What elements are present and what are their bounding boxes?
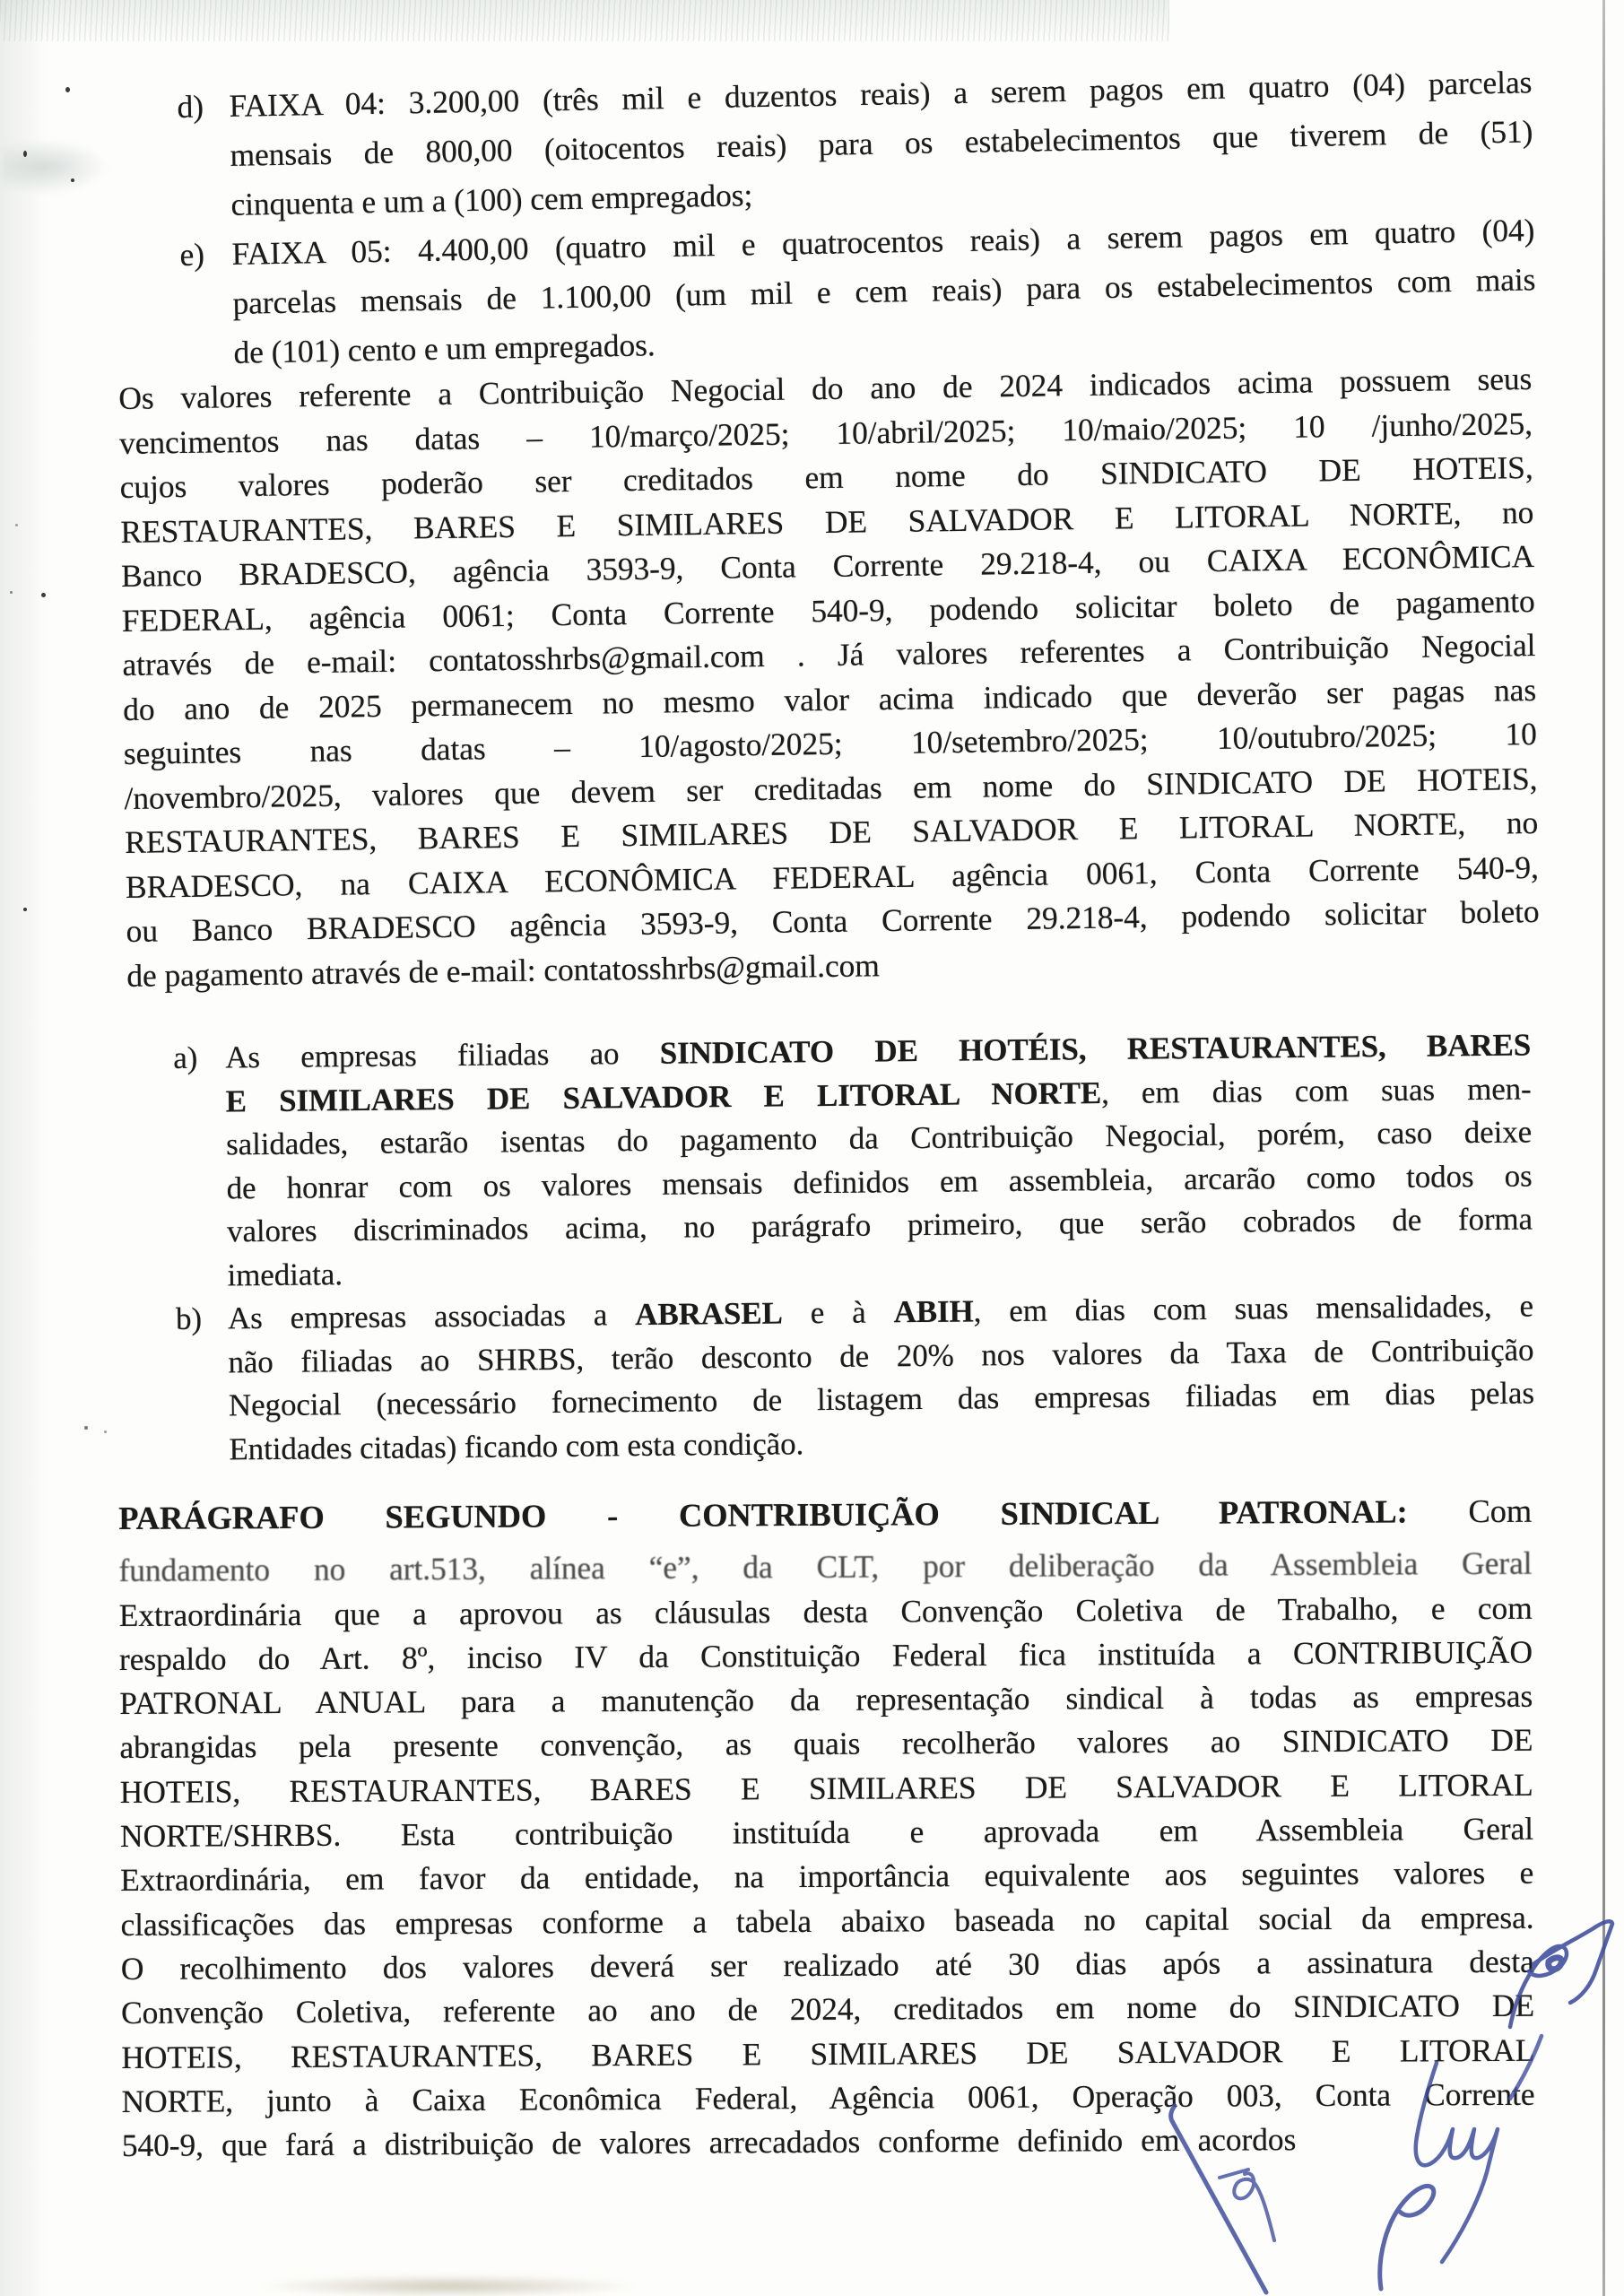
text-segment: de honrar com os valores mensais definidos em assembleia, arcarão como todos os (226, 1157, 1533, 1205)
text-segment: abrangidas pela presente convenção, as quais recolherão valores ao SINDICATO DE (119, 1722, 1533, 1766)
text-segment: O recolhimento dos valores deverá ser realizado até 30 dias após a assinatura desta (120, 1943, 1534, 1987)
text-segment: As empresas filiadas ao (225, 1035, 660, 1075)
text-line (118, 1542, 1532, 1594)
text-segment: BRADESCO, na CAIXA ECONÔMICA FEDERAL agência 0061, Conta Corrente 540-9, (125, 848, 1540, 905)
text-segment: Extraordinária, em favor da entidade, na importância equivalente aos seguintes valores e (120, 1855, 1534, 1899)
text-segment: HOTEIS, RESTAURANTES, BARES E SIMILARES DE SALVADOR E LITORAL (121, 2031, 1535, 2075)
text-line (119, 1631, 1533, 1683)
text-segment: , em dias com suas men- (1100, 1070, 1532, 1110)
text-line (119, 1674, 1533, 1726)
signature-tick (1220, 2170, 1274, 2240)
handwritten-signatures (1112, 1874, 1624, 2296)
text-segment: não filiadas ao SHRBS, terão desconto de 20% nos valores da Taxa de Contribuição (228, 1331, 1534, 1379)
text-segment: , em dias com suas mensalidades, e (973, 1288, 1534, 1329)
text-line (119, 1586, 1533, 1638)
text-segment: FEDERAL, agência 0061; Conta Corrente 540-9, podendo solicitar boleto de pagamento (121, 582, 1535, 639)
clause-lines (225, 1023, 1533, 1297)
text-segment: salidades, estarão isentas do pagamento da Contribuição Negocial, porém, caso deixe (225, 1114, 1533, 1162)
text-segment: FAIXA 05: 4.400,00 (quatro mil e quatrocentos reais) a serem pagos em quatro (04) (231, 212, 1535, 272)
clause-marker: a) (173, 1039, 198, 1075)
signature-slash (1510, 2036, 1541, 2099)
text-segment: Convenção Coletiva, referente ao ano de 2024, creditados em nome do SINDICATO DE (120, 1987, 1535, 2031)
text-segment: RESTAURANTES, BARES E SIMILARES DE SALVADOR E LITORAL NORTE, no (124, 804, 1539, 860)
clause-item-d (177, 57, 1534, 230)
text-segment: do ano de 2025 permanecem no mesmo valor acima indicado que deverão ser pagas nas (122, 671, 1537, 727)
bold-text-segment: ABRASEL (634, 1295, 783, 1333)
text-segment: Extraordinária que a aprovou as cláusulas desta Convenção Coletiva de Trabalho, e com (118, 1589, 1533, 1633)
text-segment: fundamento no art.513, alínea “e”, da CLT, por deliberação da Assembleia Geral (118, 1545, 1533, 1589)
text-segment: vencimentos nas datas – 10/março/2025; 10/abril/2025; 10/maio/2025; 10 /junho/2025, (118, 404, 1533, 461)
text-segment: Entidades citadas) ficando com esta condição. (229, 1425, 804, 1466)
text-segment: classificações das empresas conforme a tabela abaixo baseada no capital social da empresa. (120, 1899, 1534, 1943)
text-segment: As empresas associadas a (227, 1297, 636, 1336)
text-segment: ou Banco BRADESCO agência 3593-9, Conta Corrente 29.218-4, podendo solicitar boleto (126, 892, 1540, 949)
text-segment: e à (782, 1294, 894, 1331)
clause-item-e (179, 205, 1537, 378)
text-segment: /novembro/2025, valores que devem ser creditadas em nome do SINDICATO DE HOTEIS, (124, 760, 1538, 816)
text-line (120, 1763, 1533, 1815)
text-segment: cujos valores poderão ser creditados em nome do SINDICATO DE HOTEIS, (119, 448, 1533, 505)
text-segment: PATRONAL ANUAL para a manutenção da representação sindical à todas as empresas (119, 1677, 1533, 1722)
text-line (119, 1718, 1533, 1770)
text-line (120, 1807, 1533, 1859)
text-segment: valores discriminados acima, no parágrafo primeiro, que serão cobrados de forma (226, 1201, 1533, 1249)
text-segment: RESTAURANTES, BARES E SIMILARES DE SALVADOR E LITORAL NORTE, no (120, 493, 1534, 550)
text-segment: Negocial (necessário fornecimento de listagem das empresas filiadas em dias pelas (228, 1375, 1535, 1423)
clause-item-a (173, 1023, 1533, 1298)
bold-text-segment: SINDICATO DE HOTÉIS, RESTAURANTES, BARES (659, 1027, 1532, 1071)
text-segment: imediata. (227, 1256, 343, 1292)
text-segment: 540-9, que fará a distribuição de valores arrecadados conforme definido em acordos (121, 2121, 1297, 2164)
signature-cursive (1380, 2063, 1498, 2289)
clause-marker: b) (175, 1300, 203, 1336)
bold-text-segment: ABIH (893, 1293, 974, 1330)
text-segment: FAIXA 04: 3.200,00 (três mil e duzentos reais) a serem pagos em quatro (04) parcelas (229, 64, 1533, 124)
clause-lines (231, 205, 1537, 378)
signature-diagonal (1171, 2106, 1266, 2292)
clause-lines (228, 1284, 1535, 1471)
paragraph-contribuicao-negocial (118, 357, 1541, 998)
bold-text-segment: E SIMILARES DE SALVADOR E LITORAL NORTE (225, 1074, 1102, 1118)
text-segment: respaldo do Art. 8º, inciso IV da Constituição Federal fica instituída a CONTRIBUIÇÃO (118, 1633, 1533, 1677)
text-segment: parcelas mensais de 1.100,00 (um mil e cem reais) para os estabelecimentos com mais (232, 261, 1536, 321)
text-segment: NORTE/SHRBS. Esta contribuição instituída e aprovada em Assembleia Geral (119, 1810, 1534, 1855)
text-segment: de pagamento através de e-mail: contatosshrbs@gmail.com (126, 946, 881, 994)
paragraph-heading-line (118, 1489, 1532, 1541)
text-segment: seguintes nas datas – 10/agosto/2025; 10/setembro/2025; 10/outubro/2025; 10 (123, 715, 1537, 771)
bold-text-segment: PARÁGRAFO SEGUNDO - CONTRIBUIÇÃO SINDICAL PATRONAL: (118, 1492, 1408, 1536)
clause-list-isencao (173, 1023, 1535, 1472)
text-segment: HOTEIS, RESTAURANTES, BARES E SIMILARES DE SALVADOR E LITORAL (119, 1766, 1533, 1810)
text-segment: através de e-mail: contatosshrbs@gmail.com . Já valores referentes a Contribuição Negocial (122, 626, 1536, 683)
clause-list-faixas (177, 57, 1537, 378)
text-segment: mensais de 800,00 (oitocentos reais) para os estabelecimentos que tiverem de (51) (230, 113, 1533, 173)
clause-lines (229, 57, 1534, 230)
text-segment: Os valores referente a Contribuição Negocial do ano de 2024 indicados acima possuem seus (118, 360, 1533, 416)
signature-paraph (1510, 1921, 1612, 2027)
clause-marker: e) (179, 236, 205, 273)
text-segment: cinquenta e um a (100) cem empregados; (230, 177, 753, 222)
text-segment: Com (1407, 1492, 1533, 1530)
text-segment: Banco BRADESCO, agência 3593-9, Conta Corrente 29.218-4, ou CAIXA ECONÔMICA (120, 537, 1535, 594)
text-segment: de (101) cento e um empregados. (233, 326, 656, 370)
text-segment: NORTE, junto à Caixa Econômica Federal, Agência 0061, Operação 003, Conta Corrente (121, 2075, 1535, 2119)
clause-item-b (176, 1284, 1535, 1472)
clause-marker: d) (177, 88, 204, 125)
